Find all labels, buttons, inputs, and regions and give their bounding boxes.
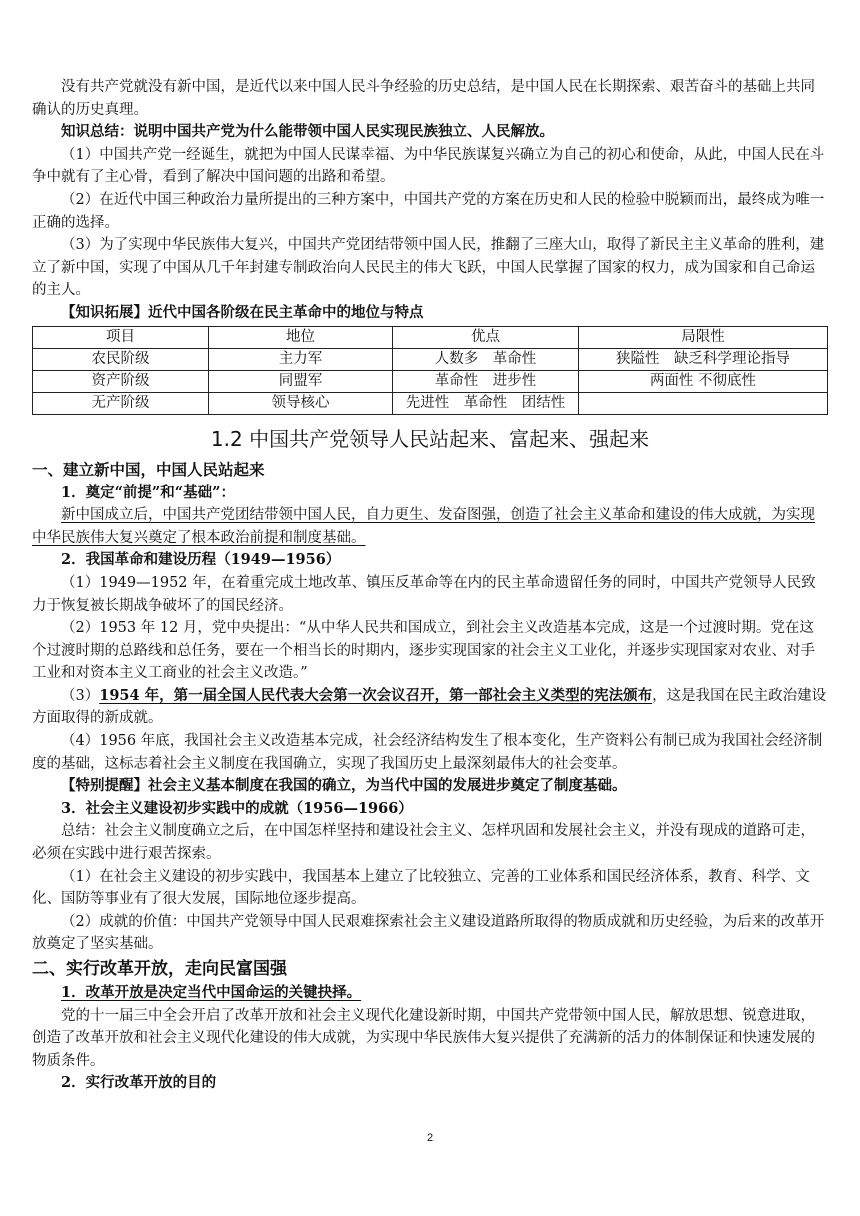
table-cell: 革命性 进步性	[393, 370, 579, 392]
subheading-reform: 1．改革开放是决定当代中国命运的关键抉择。	[61, 984, 362, 1001]
table-header-cell: 局限性	[579, 326, 828, 348]
knowledge-summary-heading: 知识总结：说明中国共产党为什么能带领中国人民实现民族独立、人民解放。	[61, 123, 554, 141]
underlined-paragraph: 新中国成立后，中国共产党团结带领中国人民，自力更生、发奋图强，创造了社会主义革命和建设的伟大成就，为实现中华民族伟大复兴奠定了根本政治前提和制度基础。	[32, 507, 815, 546]
table-header-cell: 地位	[209, 326, 393, 348]
summary-point-2: （2）在近代中国三种政治力量所提出的三种方案中，中国共产党的方案在历史和人民的检验中脱颖而出，最终成为唯一正确的选择。	[32, 191, 825, 231]
section-2-heading: 二、实行改革开放，走向民富国强	[32, 959, 287, 979]
table-cell: 两面性 不彻底性	[579, 370, 828, 392]
subheading-1: 1．奠定“前提”和“基础”：	[61, 483, 235, 501]
table-header-cell: 项目	[33, 326, 209, 348]
history-point-3	[32, 685, 828, 730]
point-rest: ，这是我国在民主政治建设方面取得的新成就。	[32, 687, 827, 727]
achievement-point-2: （2）成就的价值：中国共产党领导中国人民艰难探索社会主义建设道路所取得的物质成就和历史经验，为后来的改革开放奠定了坚实基础。	[32, 913, 825, 953]
reform-paragraph: 党的十一届三中全会开启了改革开放和社会主义现代化建设新时期，中国共产党带领中国人民，解放思想、锐意进取，创造了改革开放和社会主义现代化建设的伟大成就，为实现中华民族伟大复兴提供了充满新的活力的体制保证和快速发展的物质条件。	[32, 1007, 815, 1069]
table-cell	[579, 392, 828, 414]
table-cell: 农民阶级	[33, 348, 209, 370]
intro-paragraph: 没有共产党就没有新中国，是近代以来中国人民斗争经验的历史总结，是中国人民在长期探索、艰苦奋斗的基础上共同确认的历史真理。	[32, 79, 815, 118]
subheading-2: 2．我国革命和建设历程（1949—1956）	[61, 551, 341, 569]
subheading-purpose: 2．实行改革开放的目的	[61, 1074, 217, 1092]
table-cell: 先进性 革命性 团结性	[393, 392, 579, 414]
subheading-3: 3．社会主义建设初步实践中的成就（1956—1966）	[61, 799, 413, 817]
summary-point-1: （1）中国共产党一经诞生，就把为中国人民谋幸福、为中华民族谋复兴确立为自己的初心和使命，从此，中国人民在斗争中就有了主心骨，看到了解决中国问题的出路和希望。	[32, 146, 825, 186]
emphasized-text: 1954 年，第一届全国人民代表大会第一次会议召开，第一部社会主义类型的宪法颁布	[99, 686, 653, 704]
table-cell: 同盟军	[209, 370, 393, 392]
table-cell: 主力军	[209, 348, 393, 370]
table-row	[33, 392, 828, 414]
class-comparison-table	[32, 326, 828, 415]
history-point-1: （1）1949—1952 年，在着重完成土地改革、镇压反革命等在内的民主革命遗留任务的同时，中国共产党领导人民致力于恢复被长期战争破坏了的国民经济。	[32, 574, 816, 614]
special-reminder: 【特别提醒】社会主义基本制度在我国的确立，为当代中国的发展进步奠定了制度基础。	[61, 777, 627, 795]
summary-point-3: （3）为了实现中华民族伟大复兴，中国共产党团结带领中国人民，推翻了三座大山，取得了新民主主义革命的胜利，建立了新中国，实现了中国从几千年封建专制政治向人民民主的伟大飞跃，中国人民掌握了国家的权力，成为国家和自己命运的主人。	[32, 237, 825, 299]
point-number: （3）	[61, 687, 100, 704]
table-header-row	[33, 326, 828, 348]
table-cell: 狭隘性 缺乏科学理论指导	[579, 348, 828, 370]
table-cell: 无产阶级	[33, 392, 209, 414]
section-1-heading: 一、建立新中国，中国人民站起来	[32, 460, 265, 479]
table-row	[33, 370, 828, 392]
history-point-4: （4）1956 年底，我国社会主义改造基本完成，社会经济结构发生了根本变化，生产资料公有制已成为我国社会经济制度的基础，这标志着社会主义制度在我国确立，实现了我国历史上最深刻最伟大的社会变革。	[32, 733, 823, 772]
table-header-cell: 优点	[393, 326, 579, 348]
achievement-point-1: （1）在社会主义建设的初步实践中，我国基本上建立了比较独立、完善的工业体系和国民经济体系，教育、科学、文化、国防等事业有了很大发展，国际地位逐步提高。	[32, 868, 810, 908]
summary-paragraph: 总结：社会主义制度确立之后，在中国怎样坚持和建设社会主义、怎样巩固和发展社会主义，并没有现成的道路可走，必须在实践中进行艰苦探索。	[32, 823, 815, 863]
section-title: 1.2 中国共产党领导人民站起来、富起来、强起来	[210, 426, 650, 451]
page-number: 2	[426, 1132, 434, 1144]
table-cell: 资产阶级	[33, 370, 209, 392]
document-body	[32, 76, 828, 1095]
knowledge-extension-heading: 【知识拓展】近代中国各阶级在民主革命中的地位与特点	[61, 303, 424, 321]
table-cell: 人数多 革命性	[393, 348, 579, 370]
history-point-2: （2）1953 年 12 月，党中央提出：“从中华人民共和国成立，到社会主义改造基本完成，这是一个过渡时期。党在这个过渡时期的总路线和总任务，要在一个相当长的时期内，逐步实现国家的社会主义工业化，并逐步实现国家对农业、对手工业和对资本主义工商业的社会主义改造。”	[32, 620, 815, 682]
table-cell: 领导核心	[209, 392, 393, 414]
table-row	[33, 348, 828, 370]
